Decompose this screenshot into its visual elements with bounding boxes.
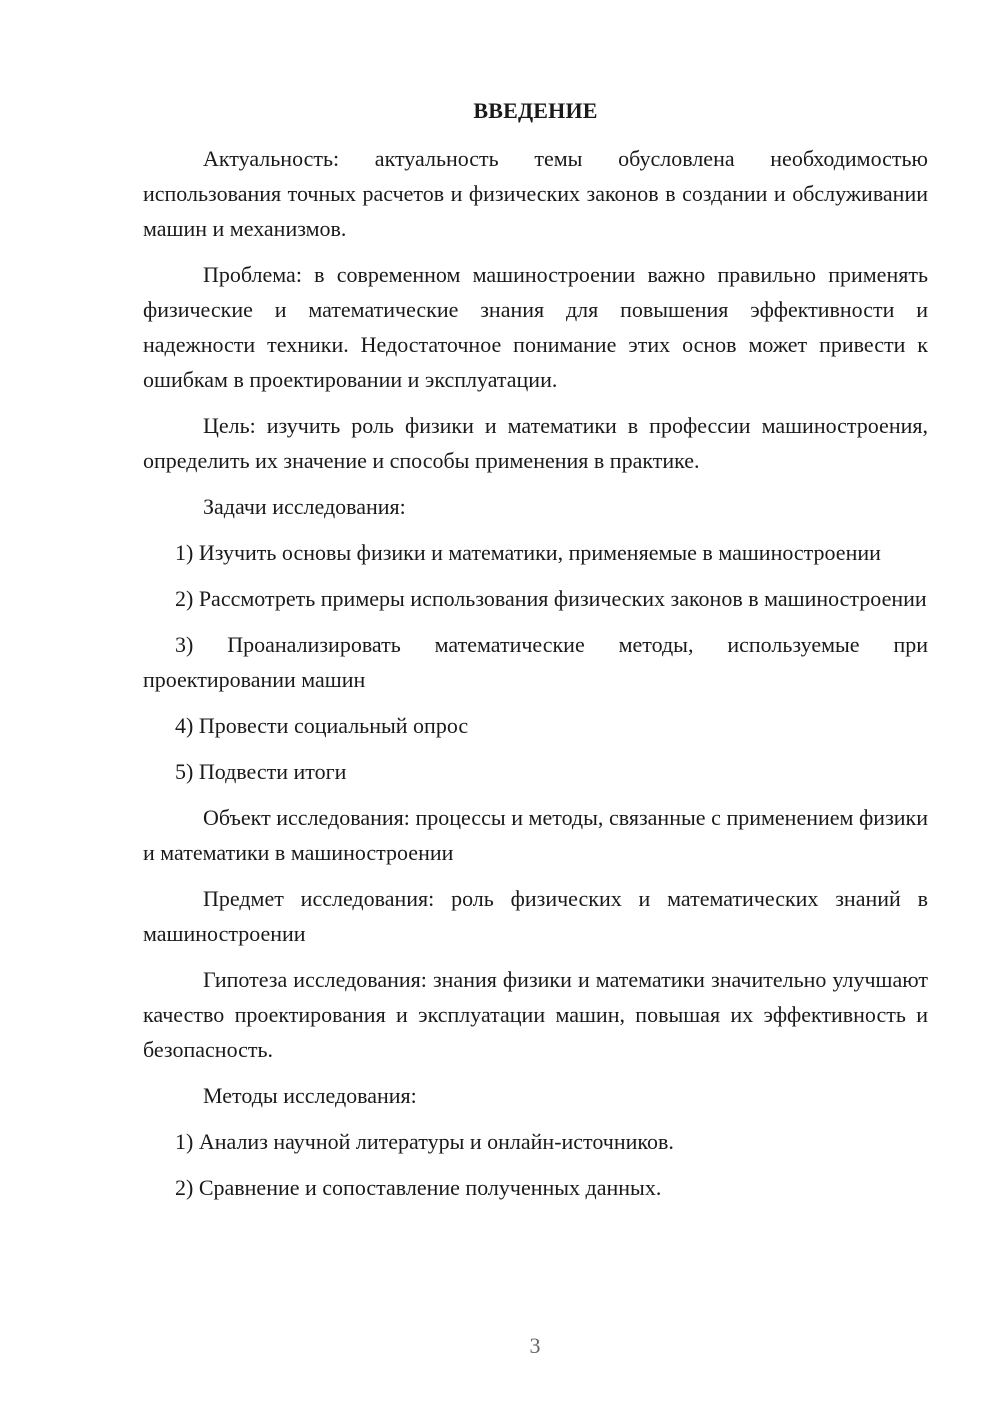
hypothesis-paragraph: Гипотеза исследования: знания физики и математики значительно улучшают качество проектирования и эксплуатации машин, повышая их эффективность и безопасность. [143, 967, 928, 1062]
relevance-paragraph: Актуальность: актуальность темы обусловлена необходимостью использования точных расчетов и физических законов в создании и обслуживании машин и механизмов. [143, 146, 928, 241]
method-item-2: 2) Сравнение и сопоставление полученных данных. [175, 1175, 662, 1200]
task-item-3: 3) Проанализировать математические методы, используемые при проектировании машин [143, 632, 928, 692]
object-paragraph: Объект исследования: процессы и методы, связанные с применением физики и математики в машиностроении [143, 805, 928, 865]
task-item-2: 2) Рассмотреть примеры использования физических законов в машиностроении [175, 586, 927, 611]
methods-heading: Методы исследования: [203, 1083, 417, 1108]
task-item-5: 5) Подвести итоги [175, 759, 347, 784]
goal-paragraph: Цель: изучить роль физики и математики в профессии машиностроения, определить их значение и способы применения в практике. [143, 413, 928, 473]
method-item-1: 1) Анализ научной литературы и онлайн-источников. [175, 1129, 674, 1154]
document-page [143, 93, 928, 1216]
subject-paragraph: Предмет исследования: роль физических и математических знаний в машиностроении [143, 886, 928, 946]
task-item-4: 4) Провести социальный опрос [175, 713, 469, 738]
document-title: ВВЕДЕНИЕ [473, 98, 598, 123]
page-number: 3 [529, 1333, 541, 1358]
task-item-1: 1) Изучить основы физики и математики, применяемые в машиностроении [175, 540, 881, 565]
problem-paragraph: Проблема: в современном машиностроении важно правильно применять физические и математические знания для повышения эффективности и надежности техники. Недостаточное понимание этих основ может привести к ошибкам в проектировании и эксплуатации. [143, 262, 928, 392]
tasks-heading: Задачи исследования: [203, 494, 406, 519]
